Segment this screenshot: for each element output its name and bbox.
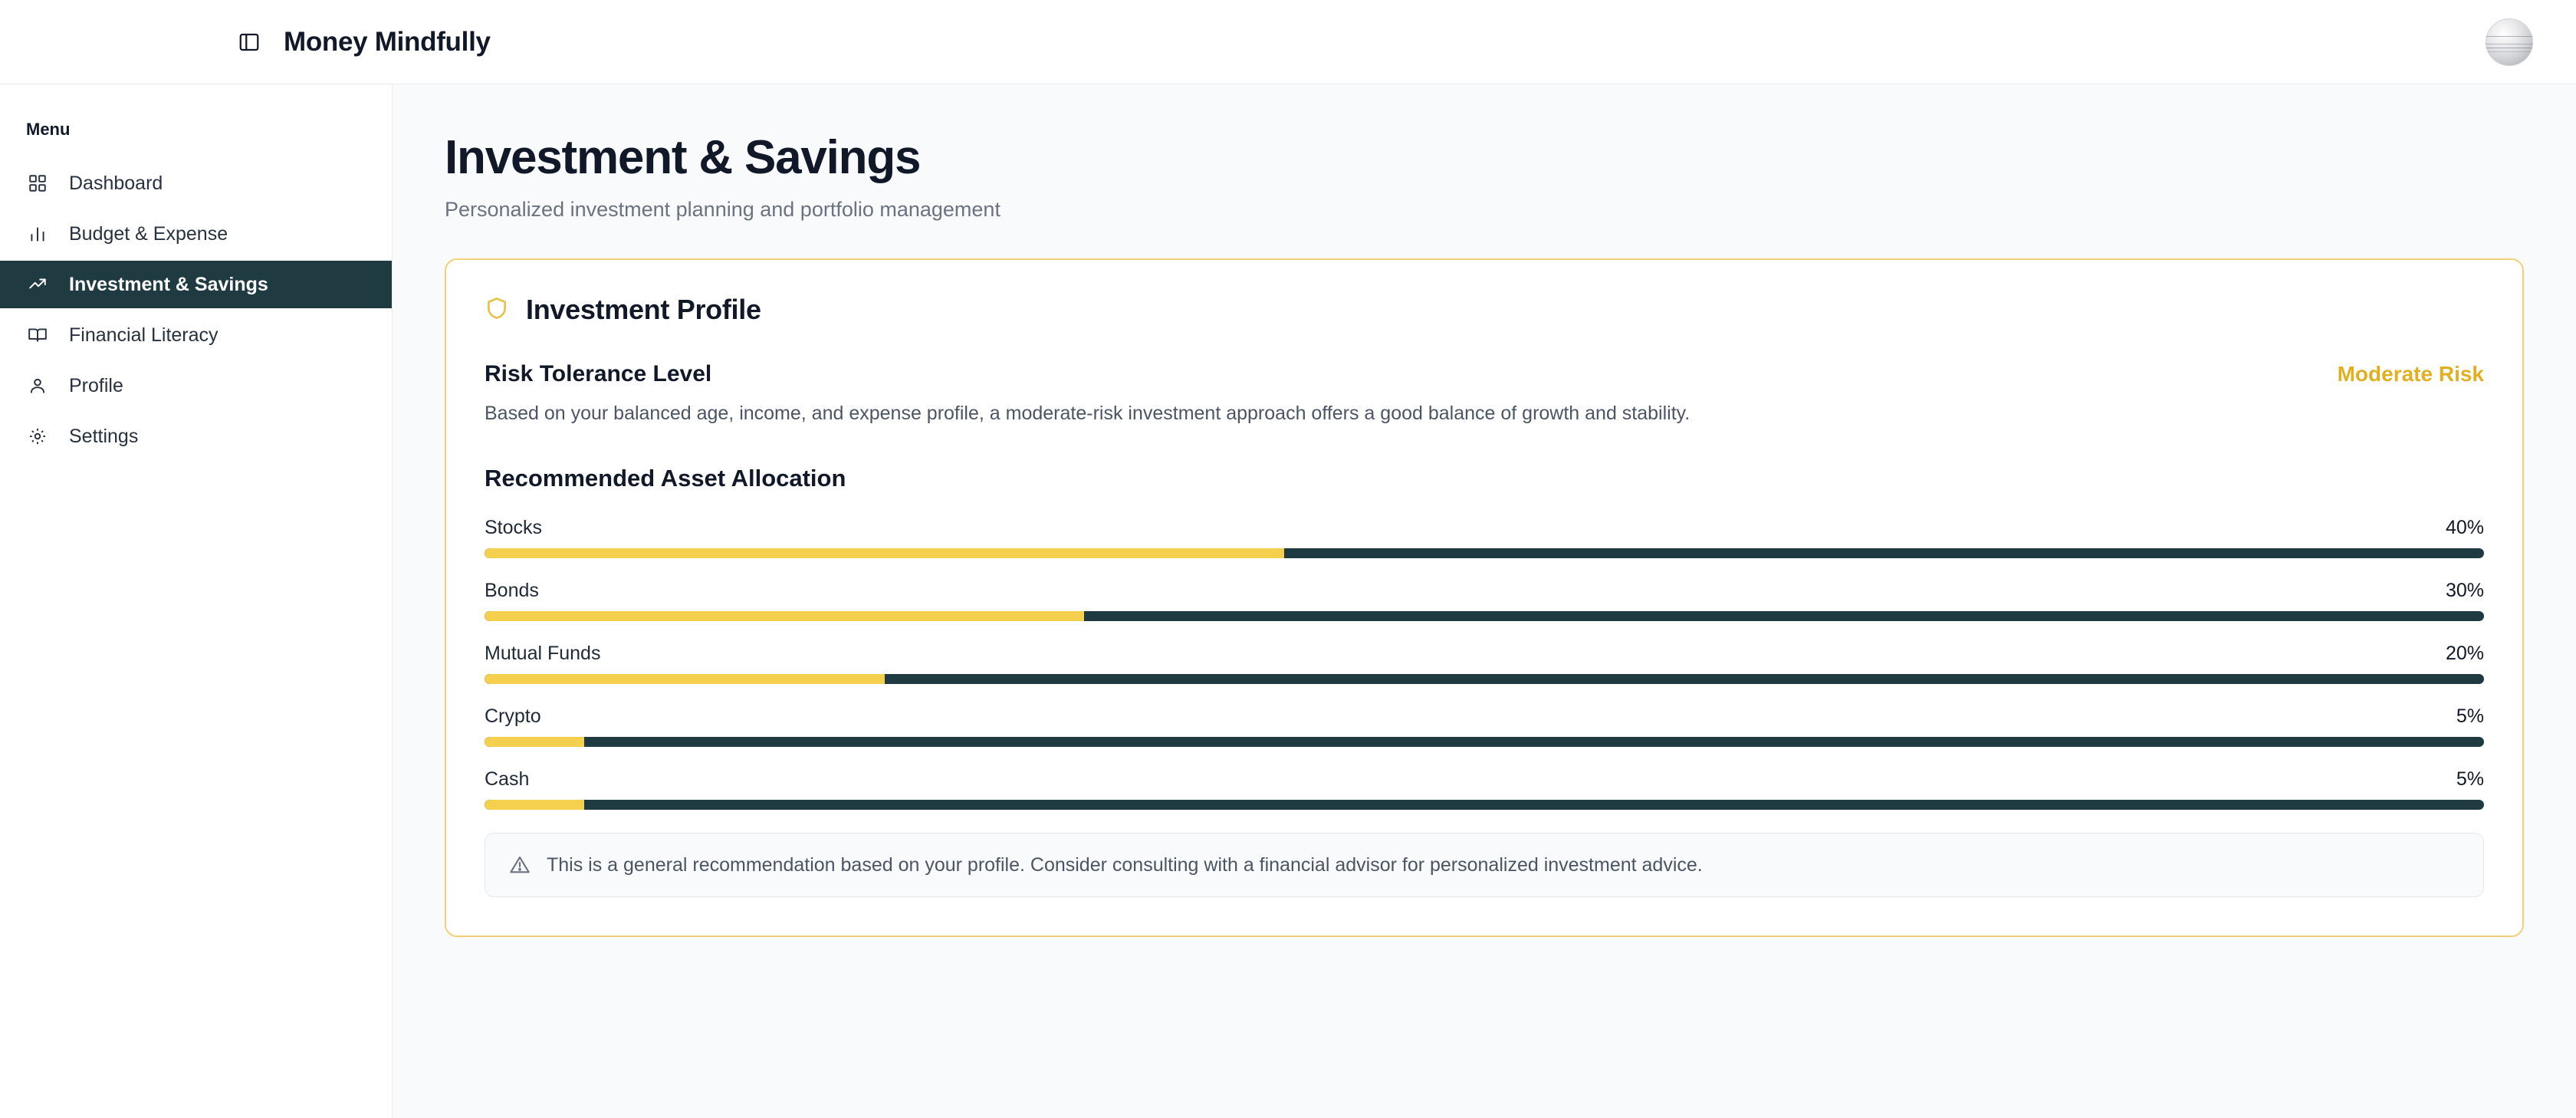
list-item (485, 705, 2484, 747)
allocation-section-title: Recommended Asset Allocation (485, 465, 846, 492)
allocation-bar-track (485, 611, 2484, 621)
main-content (393, 84, 2576, 1118)
list-item (485, 768, 2484, 810)
sidebar-item-label: Financial Literacy (69, 324, 219, 346)
list-item (485, 517, 2484, 558)
sidebar-item-financial-literacy[interactable] (0, 311, 392, 359)
allocation-row (485, 768, 2484, 791)
bar-chart-icon (26, 222, 49, 245)
sidebar-item-label: Investment & Savings (69, 273, 268, 295)
allocation-bar-track (485, 800, 2484, 810)
allocation-name: Mutual Funds (485, 643, 601, 665)
allocation-percent: 5% (2456, 705, 2484, 728)
sidebar-item-label: Budget & Expense (69, 222, 228, 245)
sidebar-item-label: Profile (69, 374, 123, 396)
sidebar (0, 84, 393, 1118)
top-bar-left (0, 27, 491, 58)
shield-icon (485, 296, 509, 324)
sidebar-item-settings[interactable] (0, 413, 392, 460)
allocation-bar-fill (485, 737, 584, 747)
page-subtitle: Personalized investment planning and portfolio management (445, 198, 1001, 222)
allocation-name: Bonds (485, 580, 539, 602)
allocation-name: Stocks (485, 517, 543, 539)
allocation-bar-fill (485, 548, 1284, 558)
allocation-bar-fill (485, 611, 1084, 621)
allocation-bar-track (485, 674, 2484, 684)
app-brand-title: Money Mindfully (284, 26, 491, 57)
risk-tolerance-label: Risk Tolerance Level (485, 361, 712, 387)
list-item (485, 580, 2484, 621)
allocation-row (485, 517, 2484, 539)
gear-icon (26, 425, 49, 448)
sidebar-menu-label: Menu (26, 120, 71, 139)
advisory-note (485, 833, 2484, 897)
card-header (485, 294, 2484, 326)
sidebar-item-label: Dashboard (69, 172, 163, 194)
card-title: Investment Profile (526, 294, 761, 326)
avatar[interactable] (2486, 18, 2533, 66)
allocation-bar-track (485, 737, 2484, 747)
trending-up-icon (26, 273, 49, 296)
status-badge: Moderate Risk (2337, 362, 2484, 386)
allocation-percent: 30% (2445, 580, 2484, 602)
allocation-row (485, 705, 2484, 728)
allocation-percent: 40% (2445, 517, 2484, 539)
asset-allocation-list (485, 517, 2484, 810)
allocation-percent: 5% (2456, 768, 2484, 791)
page-title: Investment & Savings (445, 131, 921, 184)
list-item (485, 643, 2484, 684)
sidebar-item-budget-expense[interactable] (0, 210, 392, 258)
book-open-icon (26, 324, 49, 347)
risk-tolerance-description: Based on your balanced age, income, and expense profile, a moderate-risk investment approach offers a good balance of growth and stability. (485, 403, 1691, 425)
investment-profile-card (445, 258, 2524, 937)
allocation-bar-fill (485, 800, 584, 810)
sidebar-item-investment-savings[interactable] (0, 261, 392, 308)
allocation-bar-fill (485, 674, 885, 684)
advisory-note-text: This is a general recommendation based on your profile. Consider consulting with a financial advisor for personalized investment advice. (547, 853, 1703, 876)
allocation-name: Crypto (485, 705, 541, 728)
allocation-name: Cash (485, 768, 530, 791)
sidebar-toggle-icon[interactable] (236, 29, 262, 55)
top-bar-right (2486, 18, 2533, 66)
sidebar-item-label: Settings (69, 425, 139, 447)
app-body (0, 84, 2576, 1118)
allocation-row (485, 643, 2484, 665)
warning-triangle-icon (508, 853, 531, 876)
allocation-percent: 20% (2445, 643, 2484, 665)
user-icon (26, 374, 49, 397)
top-bar (0, 0, 2576, 84)
grid-icon (26, 172, 49, 195)
allocation-row (485, 580, 2484, 602)
sidebar-item-dashboard[interactable] (0, 159, 392, 207)
sidebar-item-profile[interactable] (0, 362, 392, 409)
risk-tolerance-row (485, 361, 2484, 387)
allocation-bar-track (485, 548, 2484, 558)
